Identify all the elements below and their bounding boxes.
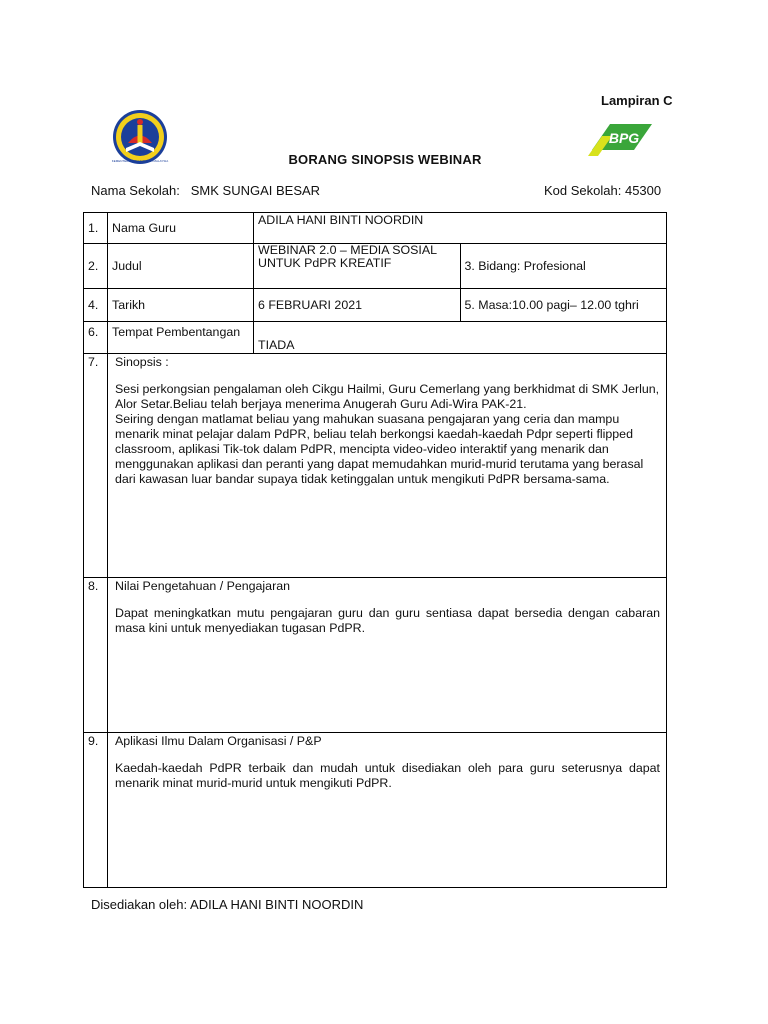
time-value: 5. Masa:10.00 pagi– 12.00 tghri: [460, 289, 667, 322]
knowledge-label: Nilai Pengetahuan / Pengajaran: [115, 579, 290, 593]
school-name-label: Nama Sekolah:: [91, 183, 180, 198]
table-row: [84, 578, 667, 733]
teacher-name-value: ADILA HANI BINTI NOORDIN: [254, 213, 667, 244]
table-row: [84, 733, 667, 888]
synopsis-form-table: [83, 212, 667, 888]
table-row: [84, 289, 667, 322]
table-row: [84, 213, 667, 244]
school-code-value: 45300: [624, 183, 662, 198]
page-title: BORANG SINOPSIS WEBINAR: [288, 152, 482, 167]
row-number: 9.: [84, 733, 108, 888]
synopsis-label: Sinopsis :: [115, 355, 169, 369]
row-number: 8.: [84, 578, 108, 733]
school-code-row: [544, 183, 661, 198]
prepared-by: [91, 897, 363, 912]
table-row: [84, 354, 667, 578]
row-label: Tarikh: [108, 289, 254, 322]
row-label: Tempat Pembentangan: [108, 322, 254, 354]
bpg-logo-text: BPG: [608, 130, 640, 146]
row-number: 6.: [84, 322, 108, 354]
school-name-row: [91, 183, 320, 198]
ministry-logo-text: KEMENTERIAN PENDIDIKAN MALAYSIA: [111, 159, 169, 163]
table-row: [84, 322, 667, 354]
application-label: Aplikasi Ilmu Dalam Organisasi / P&P: [115, 734, 322, 748]
field-value: 3. Bidang: Profesional: [460, 244, 667, 289]
prepared-by-label: Disediakan oleh:: [91, 897, 188, 912]
row-number: 7.: [84, 354, 108, 578]
prepared-by-value: ADILA HANI BINTI NOORDIN: [190, 897, 364, 912]
row-number: 2.: [84, 244, 108, 289]
school-code-label: Kod Sekolah:: [544, 183, 622, 198]
synopsis-cell: [108, 354, 667, 578]
row-label: Nama Guru: [108, 213, 254, 244]
synopsis-text-2: Seiring dengan matlamat beliau yang mahukan suasana pengajaran yang ceria dan mampu menarik minat pelajar dalam PdPR, beliau telah berkongsi kaedah-kaedah Pdpr seperti flipped classroom, aplikasi Tik-tok dalam PdPR, mencipta video-video interaktif yang menarik dan menggunakan aplikasi dan peranti yang dapat memudahkan murid-murid terutama yang berasal dari kawasan luar bandar supaya tidak ketinggalan untuk mengikuti PdPR bersama-sama.: [115, 412, 644, 486]
title-value: WEBINAR 2.0 – MEDIA SOSIAL UNTUK PdPR KREATIF: [254, 244, 461, 289]
row-number: 4.: [84, 289, 108, 322]
application-text: Kaedah-kaedah PdPR terbaik dan mudah untuk disediakan oleh para guru seterusnya dapat menarik minat murid-murid untuk mengikuti PdPR.: [115, 761, 660, 790]
date-value: 6 FEBRUARI 2021: [254, 289, 461, 322]
row-label: Judul: [108, 244, 254, 289]
school-name-value: SMK SUNGAI BESAR: [190, 183, 321, 198]
row-number: 1.: [84, 213, 108, 244]
attachment-label: Lampiran C: [601, 93, 673, 108]
knowledge-text: Dapat meningkatkan mutu pengajaran guru dan guru sentiasa dapat bersedia dengan cabaran masa kini untuk menyediakan tugasan PdPR.: [115, 606, 660, 635]
application-cell: [108, 733, 667, 888]
venue-value: TIADA: [254, 322, 667, 354]
table-row: [84, 244, 667, 289]
synopsis-text-1: Sesi perkongsian pengalaman oleh Cikgu Hailmi, Guru Cemerlang yang berkhidmat di SMK Jerlun, Alor Setar.Beliau telah berjaya menerima Anugerah Guru Adi-Wira PAK-21.: [115, 382, 660, 411]
knowledge-cell: [108, 578, 667, 733]
